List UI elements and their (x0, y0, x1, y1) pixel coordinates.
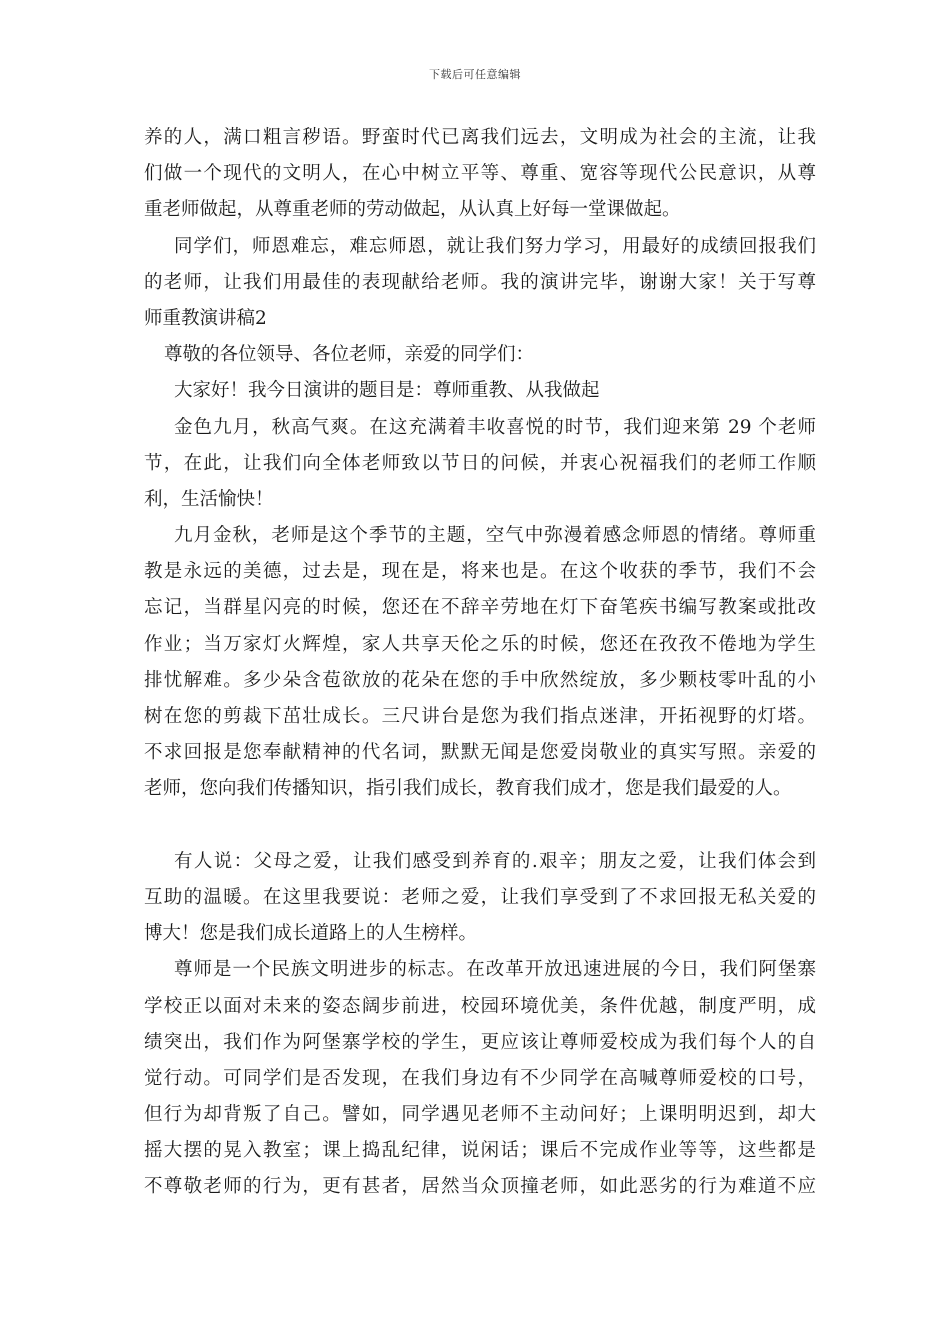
text-line: 重老师做起，从尊重老师的劳动做起，从认真上好每一堂课做起。 (144, 199, 681, 221)
text-line: 学校正以面对未来的姿态阔步前进，校园环境优美，条件优越，制度严明，成 (144, 995, 816, 1017)
text-line: 但行为却背叛了自己。譬如，同学遇见老师不主动问好；上课明明迟到，却大 (144, 1104, 816, 1126)
text-line: 的老师，让我们用最佳的表现献给老师。我的演讲完毕，谢谢大家！关于写尊 (144, 271, 816, 293)
document-body (144, 120, 816, 1206)
text-line: 忘记，当群星闪亮的时候，您还在不辞辛劳地在灯下奋笔疾书编写教案或批改 (144, 597, 816, 619)
text-line: 尊师是一个民族文明进步的标志。在改革开放迅速进展的今日，我们阿堡寨 (174, 959, 816, 981)
text-line: 节，在此，让我们向全体老师致以节日的问候，并衷心祝福我们的老师工作顺 (144, 452, 816, 474)
text-line: 大家好！我今日演讲的题目是：尊师重教、从我做起 (174, 380, 600, 402)
text-line: 树在您的剪裁下茁壮成长。三尺讲台是您为我们指点迷津，开拓视野的灯塔。 (144, 706, 816, 727)
text-line: 同学们，师恩难忘，难忘师恩，就让我们努力学习，用最好的成绩回报我们 (174, 235, 816, 257)
text-line: 们做一个现代的文明人，在心中树立平等、尊重、宽容等现代公民意识，从尊 (144, 163, 816, 185)
text-line: 不尊敬老师的行为，更有甚者，居然当众顶撞老师，如此恶劣的行为难道不应 (144, 1176, 816, 1198)
text-line: 教是永远的美德，过去是，现在是，将来也是。在这个收获的季节，我们不会 (144, 561, 816, 583)
text-line: 绩突出，我们作为阿堡寨学校的学生，更应该让尊师爱校成为我们每个人的自 (144, 1031, 816, 1053)
text-line: 九月金秋，老师是这个季节的主题，空气中弥漫着感念师恩的情绪。尊师重 (174, 525, 816, 547)
text-line: 利，生活愉快！ (144, 488, 274, 510)
text-line: 摇大摆的晃入教室；课上捣乱纪律，说闲话；课后不完成作业等等，这些都是 (144, 1140, 816, 1162)
text-line: 老师，您向我们传播知识，指引我们成长，教育我们成才，您是我们最爱的人。 (144, 778, 792, 800)
text-line: 养的人，满口粗言秽语。野蛮时代已离我们远去，文明成为社会的主流，让我 (144, 127, 816, 148)
blank-line (144, 808, 816, 844)
text-line: 博大！您是我们成长道路上的人生榜样。 (144, 923, 478, 945)
text-line: 金色九月，秋高气爽。在这充满着丰收喜悦的时节，我们迎来第 29 个老师 (174, 416, 816, 438)
page-header: 下载后可任意编辑 (429, 68, 521, 81)
text-line: 有人说：父母之爱，让我们感受到养育的.艰辛；朋友之爱，让我们体会到 (174, 850, 816, 872)
text-line: 觉行动。可同学们是否发现，在我们身边有不少同学在高喊尊师爱校的口号， (144, 1067, 816, 1089)
text-line: 互助的温暖。在这里我要说：老师之爱，让我们享受到了不求回报无私关爱的 (144, 886, 816, 908)
text-line: 作业；当万家灯火辉煌，家人共享天伦之乐的时候，您还在孜孜不倦地为学生 (144, 633, 816, 655)
text-line: 排忧解难。多少朵含苞欲放的花朵在您的手中欣然绽放，多少颗枝零叶乱的小 (144, 669, 816, 691)
text-line: 不求回报是您奉献精神的代名词，默默无闻是您爱岗敬业的真实写照。亲爱的 (144, 742, 816, 764)
text-line: 师重教演讲稿2 (144, 307, 267, 329)
text-line: 尊敬的各位领导、各位老师，亲爱的同学们： (164, 344, 535, 366)
